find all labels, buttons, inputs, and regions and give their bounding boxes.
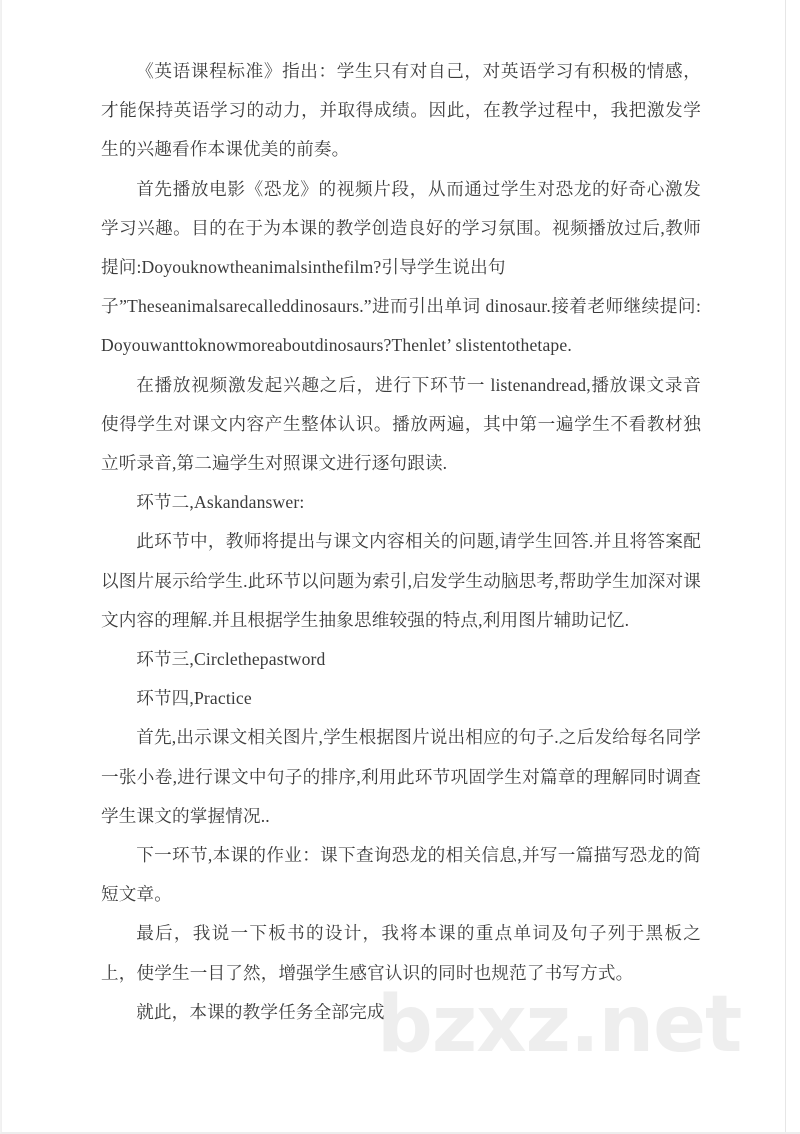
paragraph-6: 此环节中，教师将提出与课文内容相关的问题,请学生回答.并且将答案配以图片展示给学生.此环节以问题为索引,启发学生动脑思考,帮助学生加深对课文内容的理解.并且根据学生抽象思维较强的特点,利用图片辅助记忆. [101, 531, 701, 630]
paragraph-4: 在播放视频激发起兴趣之后，进行下环节一 listenandread,播放课文录音使得学生对课文内容产生整体认识。播放两遍，其中第一遍学生不看教材独立听录音,第二遍学生对照课文进行逐句跟读. [101, 374, 701, 474]
paragraph-10: 下一环节,本课的作业：课下查询恐龙的相关信息,并写一篇描写恐龙的简短文章。 [101, 845, 701, 905]
paragraph-2: 首先播放电影《恐龙》的视频片段，从而通过学生对恐龙的好奇心激发学习兴趣。目的在于为本课的教学创造良好的学习氛围。视频播放过后,教师提问:Doyouknowtheanimalsinthefilm?引导学生说出句 [101, 178, 701, 278]
paragraph-3: 子”Theseanimalsarecalleddinosaurs.”进而引出单词 dinosaur.接着老师继续提问:Doyouwanttoknowmoreaboutdinosaurs?Thenlet’ slistentothetape. [101, 296, 701, 356]
section-heading-four: 环节四,Practice [136, 688, 252, 709]
paragraph-9: 首先,出示课文相关图片,学生根据图片说出相应的句子.之后发给每名同学一张小卷,进行课文中句子的排序,利用此环节巩固学生对篇章的理解同时调查学生课文的掌握情况.. [101, 727, 701, 826]
page-left-edge-rule [1, 0, 2, 1132]
paragraph-11: 最后，我说一下板书的设计，我将本课的重点单词及句子列于黑板之上，使学生一目了然，增强学生感官认识的同时也规范了书写方式。 [101, 923, 701, 983]
page-right-edge-rule [785, 0, 786, 1132]
paragraph-12: 就此，本课的教学任务全部完成。 [136, 1001, 403, 1022]
paragraph-1: 《英语课程标准》指出：学生只有对自己，对英语学习有积极的情感，才能保持英语学习的动力，并取得成绩。因此，在教学过程中，我把激发学生的兴趣看作本课优美的前奏。 [101, 61, 701, 160]
section-heading-two: 环节二,Askandanswer: [136, 492, 305, 513]
section-heading-three: 环节三,Circlethepastword [136, 649, 326, 670]
site-watermark: bzxz.net [377, 980, 742, 1070]
document-text-body [101, 52, 701, 1032]
